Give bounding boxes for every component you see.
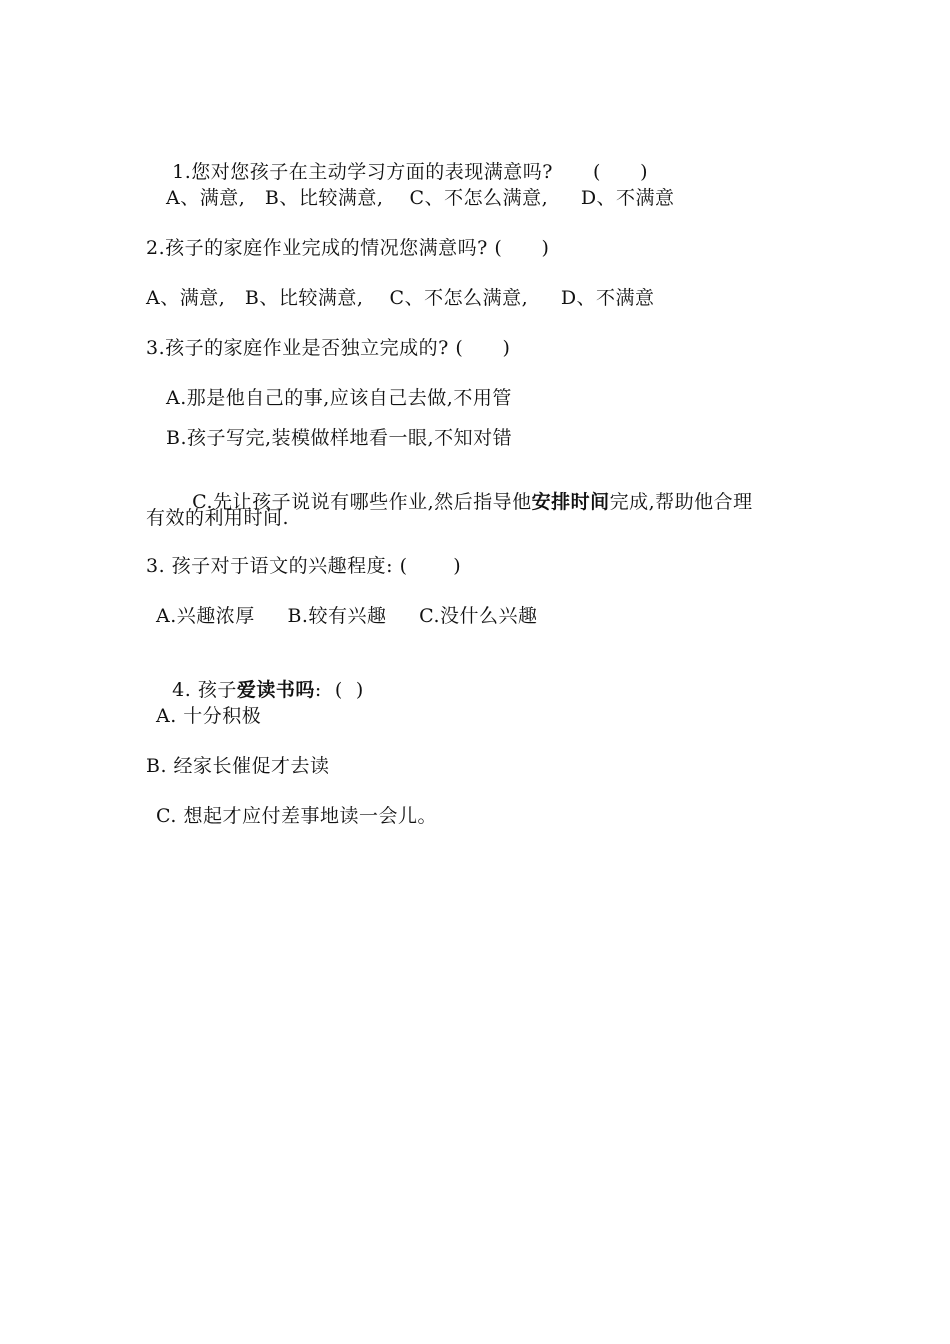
question-4-prefix: 4. 孩子 bbox=[172, 679, 237, 701]
question-4-bold: 爱读书吗 bbox=[236, 679, 315, 701]
option-c-bold-text: 安排时间 bbox=[531, 491, 610, 513]
question-3-option-b: B.孩子写完,装模做样地看一眼,不知对错 bbox=[166, 427, 513, 449]
question-4-suffix: : ( ) bbox=[314, 679, 364, 701]
question-3: 3.孩子的家庭作业是否独立完成的? ( ) bbox=[146, 337, 511, 359]
question-1-text: 1.您对您孩子在主动学习方面的表现满意吗? bbox=[172, 161, 553, 183]
question-3-option-a: A.那是他自己的事,应该自己去做,不用管 bbox=[166, 387, 512, 409]
question-1-blank: ( ) bbox=[593, 161, 649, 183]
question-3b-options: A.兴趣浓厚 B.较有兴趣 C.没什么兴趣 bbox=[156, 605, 538, 627]
question-3-option-c-continued: 有效的利用时间. bbox=[146, 507, 290, 529]
option-c-text-start: C.先让孩子说说有哪些作业,然后指导他 bbox=[192, 491, 532, 513]
question-3b: 3. 孩子对于语文的兴趣程度: ( ) bbox=[146, 555, 462, 577]
question-2-options: A、满意, B、比较满意, C、不怎么满意, D、不满意 bbox=[146, 287, 655, 309]
question-1-options: A、满意, B、比较满意, C、不怎么满意, D、不满意 bbox=[166, 187, 675, 209]
question-4-option-a: A. 十分积极 bbox=[156, 705, 262, 727]
option-c-text-end: 完成,帮助他合理 bbox=[609, 491, 753, 513]
question-2: 2.孩子的家庭作业完成的情况您满意吗? ( ) bbox=[146, 237, 550, 259]
question-4-option-c: C. 想起才应付差事地读一会儿。 bbox=[156, 805, 437, 827]
question-4-option-b: B. 经家长催促才去读 bbox=[146, 755, 330, 777]
